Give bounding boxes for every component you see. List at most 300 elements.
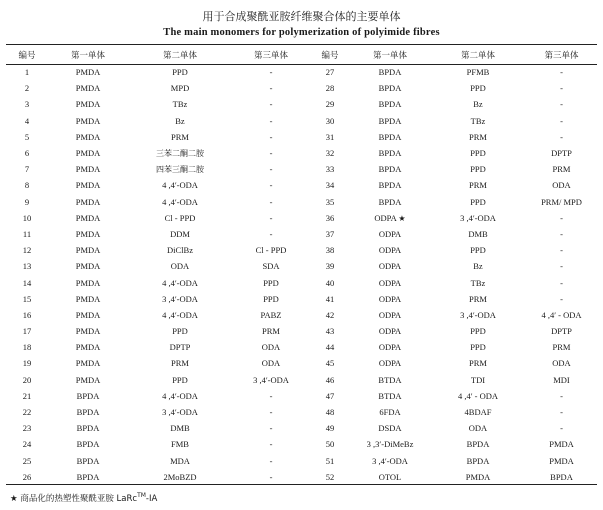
cell-first-monomer [48, 404, 128, 420]
table-row [6, 436, 597, 452]
table-row [6, 404, 597, 420]
cell-text: ODA [261, 342, 281, 353]
cell-text: BPDA [378, 164, 402, 175]
cell-text: DMB [170, 423, 190, 434]
cell-third-monomer [526, 161, 597, 177]
cell-text: - [269, 148, 273, 159]
cell-second-monomer [430, 210, 526, 226]
cell-first-monomer [350, 355, 430, 371]
cell-third-monomer [526, 372, 597, 388]
cell-text: - [269, 439, 273, 450]
cell-second-monomer [128, 388, 232, 404]
table-row [6, 420, 597, 436]
cell-number [6, 323, 48, 339]
cell-text: DPTP [551, 148, 572, 159]
cell-number [310, 436, 350, 452]
cell-text: PMDA [75, 293, 101, 304]
cell-number [310, 420, 350, 436]
cell-number [310, 177, 350, 193]
cell-text: PRM [552, 342, 571, 353]
cell-second-monomer [430, 242, 526, 258]
cell-text: PRM [262, 326, 280, 337]
cell-first-monomer [350, 307, 430, 323]
cell-third-monomer [232, 80, 310, 96]
cell-text: 三苯二酮二胺 [156, 148, 204, 158]
cell-first-monomer [350, 274, 430, 290]
cell-text: SDA [262, 261, 280, 272]
cell-text: DPTP [169, 342, 191, 353]
cell-third-monomer [232, 113, 310, 129]
table-row [6, 177, 597, 193]
cell-text: ODPA [378, 358, 402, 369]
cell-text: MPD [170, 83, 190, 94]
cell-first-monomer [48, 388, 128, 404]
cell-text: 3 ,3′-DiMeBz [366, 439, 414, 450]
cell-third-monomer [526, 436, 597, 452]
cell-text: BTDA [378, 390, 402, 401]
cell-number [6, 242, 48, 258]
cell-text: 22 [22, 407, 32, 418]
cell-text: 11 [22, 228, 32, 239]
cell-text: 43 [325, 326, 335, 337]
cell-second-monomer [430, 436, 526, 452]
cell-text: 42 [325, 309, 335, 320]
cell-third-monomer [232, 96, 310, 112]
cell-text: 16 [22, 309, 32, 320]
cell-second-monomer [128, 355, 232, 371]
cell-first-monomer [350, 323, 430, 339]
cell-text: 四苯三酮二胺 [156, 164, 204, 174]
cell-text: - [269, 83, 273, 94]
cell-text: - [560, 115, 563, 126]
cell-text: PMDA [549, 455, 574, 466]
cell-first-monomer [350, 129, 430, 145]
cell-second-monomer [128, 404, 232, 420]
cell-text: 2MoBZD [163, 471, 197, 482]
cell-text: 3 ,4′-ODA [460, 309, 496, 320]
cell-third-monomer [232, 372, 310, 388]
cell-first-monomer [48, 355, 128, 371]
cell-text: ODPA [378, 326, 402, 337]
cell-third-monomer [232, 420, 310, 436]
cell-second-monomer [128, 177, 232, 193]
cell-third-monomer [232, 291, 310, 307]
cell-text: 48 [325, 407, 335, 418]
cell-second-monomer [430, 388, 526, 404]
cell-text: PMDA [75, 374, 101, 385]
cell-text: PPD [263, 277, 279, 288]
cell-first-monomer [350, 194, 430, 210]
cell-second-monomer [430, 258, 526, 274]
cell-text: 51 [325, 455, 335, 466]
cell-first-monomer [350, 80, 430, 96]
cell-text: ODPA [378, 228, 402, 239]
cell-text: - [269, 212, 273, 223]
footnote-superscript: TM [137, 492, 146, 500]
cell-second-monomer [430, 113, 526, 129]
cell-text: PMDA [75, 196, 101, 207]
cell-text: DSDA [378, 423, 402, 434]
cell-text: 26 [22, 471, 32, 482]
cell-text: PMDA [75, 358, 101, 369]
header-third-monomer: 第三单体 [253, 50, 288, 61]
cell-text: PRM [171, 358, 189, 369]
table-row [6, 161, 597, 177]
cell-text: TBz [172, 99, 188, 110]
header-number: 编号 [321, 50, 339, 61]
cell-text: - [269, 423, 273, 434]
cell-third-monomer [232, 404, 310, 420]
cell-text: - [560, 83, 563, 94]
cell-number [310, 291, 350, 307]
cell-second-monomer [128, 420, 232, 436]
cell-text: BPDA [550, 471, 573, 482]
cell-second-monomer [430, 274, 526, 290]
cell-third-monomer [232, 323, 310, 339]
cell-text: 36 [325, 212, 335, 223]
cell-text: DMB [468, 228, 488, 239]
cell-text: MDI [553, 374, 570, 385]
header-second-monomer: 第二单体 [162, 50, 197, 61]
cell-first-monomer [350, 145, 430, 161]
cell-third-monomer [526, 210, 597, 226]
cell-third-monomer [526, 258, 597, 274]
cell-text: 29 [325, 99, 335, 110]
cell-text: TDI [470, 374, 486, 385]
cell-first-monomer [48, 194, 128, 210]
cell-text: 3 ,4′-ODA [372, 455, 408, 466]
cell-text: 4 ,4′-ODA [162, 309, 198, 320]
cell-text: BPDA [378, 67, 402, 78]
cell-text: 5 [24, 131, 30, 142]
cell-text: PMDA [75, 309, 101, 320]
cell-text: TBz [470, 115, 486, 126]
cell-text: - [560, 390, 563, 401]
table-caption-english: The main monomers for polymerization of polyimide fibres [163, 27, 440, 38]
cell-number [310, 258, 350, 274]
cell-text: ODPA [374, 212, 397, 223]
cell-text: PMDA [75, 212, 101, 223]
cell-third-monomer [232, 226, 310, 242]
cell-number [310, 194, 350, 210]
cell-text: ODA [552, 358, 571, 369]
cell-text: BPDA [378, 196, 402, 207]
cell-third-monomer [526, 404, 597, 420]
cell-third-monomer [526, 226, 597, 242]
cell-number [310, 453, 350, 469]
cell-second-monomer [430, 226, 526, 242]
cell-text: - [269, 180, 273, 191]
cell-text: ODPA [378, 293, 402, 304]
cell-text: PRM [469, 293, 487, 304]
cell-text: MDA [170, 455, 190, 466]
cell-first-monomer [48, 291, 128, 307]
cell-text: - [560, 261, 563, 272]
header-third-monomer: 第三单体 [544, 50, 579, 61]
cell-second-monomer [128, 161, 232, 177]
cell-second-monomer [128, 274, 232, 290]
cell-first-monomer [350, 210, 430, 226]
cell-text: 33 [325, 164, 335, 175]
cell-text: BPDA [76, 471, 100, 482]
cell-text: - [560, 293, 563, 304]
cell-number [6, 80, 48, 96]
cell-text: 2 [24, 83, 30, 94]
cell-text: PMDA [549, 439, 574, 450]
cell-first-monomer [48, 436, 128, 452]
cell-number [310, 113, 350, 129]
cell-number [310, 372, 350, 388]
cell-first-monomer [350, 291, 430, 307]
cell-number [6, 226, 48, 242]
cell-text: ODA [552, 180, 571, 191]
cell-text: BPDA [76, 407, 100, 418]
cell-text: 3 ,4′-ODA [253, 374, 289, 385]
cell-text: PMDA [75, 131, 101, 142]
cell-second-monomer [128, 436, 232, 452]
cell-text: 44 [325, 342, 335, 353]
cell-first-monomer [48, 372, 128, 388]
cell-first-monomer [350, 420, 430, 436]
cell-second-monomer [128, 113, 232, 129]
table-row [6, 64, 597, 80]
cell-number [310, 80, 350, 96]
cell-text: - [269, 455, 273, 466]
cell-text: 4 ,4′-ODA [162, 180, 198, 191]
table-row [6, 355, 597, 371]
cell-text: BPDA [378, 83, 402, 94]
cell-first-monomer [48, 210, 128, 226]
cell-text: - [269, 196, 273, 207]
cell-text: 32 [325, 148, 335, 159]
cell-second-monomer [430, 469, 526, 485]
table-row [6, 129, 597, 145]
cell-text: ODPA [378, 342, 402, 353]
cell-second-monomer [430, 161, 526, 177]
cell-number [6, 404, 48, 420]
cell-second-monomer [128, 145, 232, 161]
cell-second-monomer [430, 323, 526, 339]
cell-text: 40 [325, 277, 335, 288]
cell-text: PRM [171, 131, 189, 142]
cell-text: 37 [325, 228, 335, 239]
cell-third-monomer [526, 145, 597, 161]
cell-text: 4 ,4′-ODA [162, 196, 198, 207]
cell-first-monomer [48, 161, 128, 177]
cell-first-monomer [350, 161, 430, 177]
table-row [6, 96, 597, 112]
cell-text: 46 [325, 374, 335, 385]
cell-second-monomer [128, 258, 232, 274]
cell-second-monomer [128, 80, 232, 96]
cell-first-monomer [48, 177, 128, 193]
cell-text: BPDA [378, 99, 402, 110]
cell-number [6, 177, 48, 193]
cell-second-monomer [128, 291, 232, 307]
table-row [6, 291, 597, 307]
cell-number [6, 291, 48, 307]
cell-first-monomer [48, 145, 128, 161]
cell-second-monomer [430, 80, 526, 96]
cell-second-monomer [430, 307, 526, 323]
cell-text: 49 [325, 423, 335, 434]
cell-third-monomer [526, 194, 597, 210]
cell-text: - [269, 115, 273, 126]
cell-third-monomer [232, 339, 310, 355]
cell-text: 4 ,4′-ODA [162, 390, 198, 401]
cell-text: Cl - PPD [164, 212, 196, 223]
cell-text: PMDA [75, 180, 101, 191]
cell-second-monomer [430, 291, 526, 307]
cell-number [6, 388, 48, 404]
footnote-star-marker: ★ [398, 213, 406, 223]
cell-second-monomer [430, 355, 526, 371]
cell-first-monomer [350, 469, 430, 485]
cell-text: BPDA [466, 439, 490, 450]
cell-text: 4 ,4′-ODA [162, 277, 198, 288]
cell-text: - [560, 99, 563, 110]
cell-text: 24 [22, 439, 32, 450]
cell-text: BPDA [76, 455, 100, 466]
cell-third-monomer [232, 194, 310, 210]
cell-number [310, 96, 350, 112]
cell-text: - [560, 131, 563, 142]
cell-third-monomer [526, 420, 597, 436]
table-row [6, 258, 597, 274]
cell-number [310, 145, 350, 161]
table-row [6, 469, 597, 485]
cell-text: PMDA [75, 164, 101, 175]
cell-third-monomer [526, 177, 597, 193]
cell-number [6, 258, 48, 274]
cell-text: 8 [24, 180, 30, 191]
cell-text: BPDA [378, 148, 402, 159]
cell-text: PABZ [260, 309, 282, 320]
cell-text: OTOL [378, 471, 402, 482]
cell-text: PMDA [75, 99, 101, 110]
cell-text: 34 [325, 180, 335, 191]
cell-text: 7 [24, 164, 30, 175]
cell-third-monomer [232, 307, 310, 323]
cell-text: Bz [473, 261, 483, 272]
cell-first-monomer [48, 274, 128, 290]
cell-number [6, 372, 48, 388]
cell-third-monomer [232, 274, 310, 290]
cell-number [6, 453, 48, 469]
cell-text: PFMB [466, 67, 490, 78]
cell-text: ODPA [378, 261, 402, 272]
cell-text: DDM [170, 228, 190, 239]
cell-text: 13 [22, 261, 32, 272]
cell-text: 50 [325, 439, 335, 450]
cell-text: - [560, 228, 563, 239]
cell-number [310, 307, 350, 323]
cell-number [310, 355, 350, 371]
cell-first-monomer [48, 323, 128, 339]
cell-text: 6 [24, 148, 30, 159]
cell-third-monomer [232, 129, 310, 145]
cell-text: BPDA [378, 131, 402, 142]
cell-number [310, 210, 350, 226]
cell-second-monomer [430, 404, 526, 420]
cell-text: 3 [24, 99, 30, 110]
cell-number [310, 242, 350, 258]
cell-number [6, 274, 48, 290]
cell-second-monomer [128, 96, 232, 112]
cell-text: BPDA [378, 115, 402, 126]
header-number: 编号 [18, 50, 36, 61]
cell-second-monomer [128, 210, 232, 226]
cell-third-monomer [232, 64, 310, 80]
cell-text: PMDA [465, 471, 491, 482]
cell-text: DiClBz [167, 245, 193, 256]
cell-text: 10 [22, 212, 32, 223]
cell-number [6, 96, 48, 112]
cell-number [310, 226, 350, 242]
table-row [6, 194, 597, 210]
cell-text: 3 ,4′-ODA [162, 407, 198, 418]
cell-first-monomer [350, 177, 430, 193]
cell-text: 41 [325, 293, 335, 304]
cell-text: - [560, 245, 563, 256]
cell-first-monomer [350, 258, 430, 274]
cell-text: PRM [469, 358, 487, 369]
cell-text: 31 [325, 131, 335, 142]
cell-text: 25 [22, 455, 32, 466]
cell-first-monomer [350, 339, 430, 355]
cell-third-monomer [526, 80, 597, 96]
cell-number [6, 420, 48, 436]
cell-text: PPD [172, 326, 188, 337]
cell-second-monomer [128, 372, 232, 388]
cell-number [310, 323, 350, 339]
cell-second-monomer [430, 64, 526, 80]
cell-first-monomer [48, 129, 128, 145]
cell-text: PMDA [75, 83, 101, 94]
header-second-monomer: 第二单体 [460, 50, 495, 61]
cell-text: - [269, 131, 273, 142]
cell-second-monomer [128, 226, 232, 242]
cell-second-monomer [128, 339, 232, 355]
cell-first-monomer [350, 372, 430, 388]
cell-text: PRM/ MPD [541, 196, 582, 207]
cell-first-monomer [48, 469, 128, 485]
cell-text: ODA [170, 261, 190, 272]
header-first-monomer: 第一单体 [372, 50, 407, 61]
table-row [6, 453, 597, 469]
cell-first-monomer [48, 96, 128, 112]
cell-third-monomer [232, 177, 310, 193]
cell-third-monomer [232, 355, 310, 371]
cell-first-monomer [350, 226, 430, 242]
cell-text: FMB [171, 439, 189, 450]
cell-third-monomer [526, 64, 597, 80]
cell-text: - [269, 164, 273, 175]
cell-first-monomer [350, 436, 430, 452]
cell-text: 4 ,4′ - ODA [457, 390, 499, 401]
cell-text: 23 [22, 423, 32, 434]
cell-number [310, 388, 350, 404]
cell-text: PPD [470, 148, 486, 159]
cell-text: - [269, 407, 273, 418]
cell-text: - [560, 212, 563, 223]
cell-first-monomer [48, 258, 128, 274]
cell-text: BPDA [76, 423, 100, 434]
footnote [10, 492, 157, 504]
cell-first-monomer [48, 420, 128, 436]
cell-text: 20 [22, 374, 32, 385]
cell-third-monomer [526, 388, 597, 404]
